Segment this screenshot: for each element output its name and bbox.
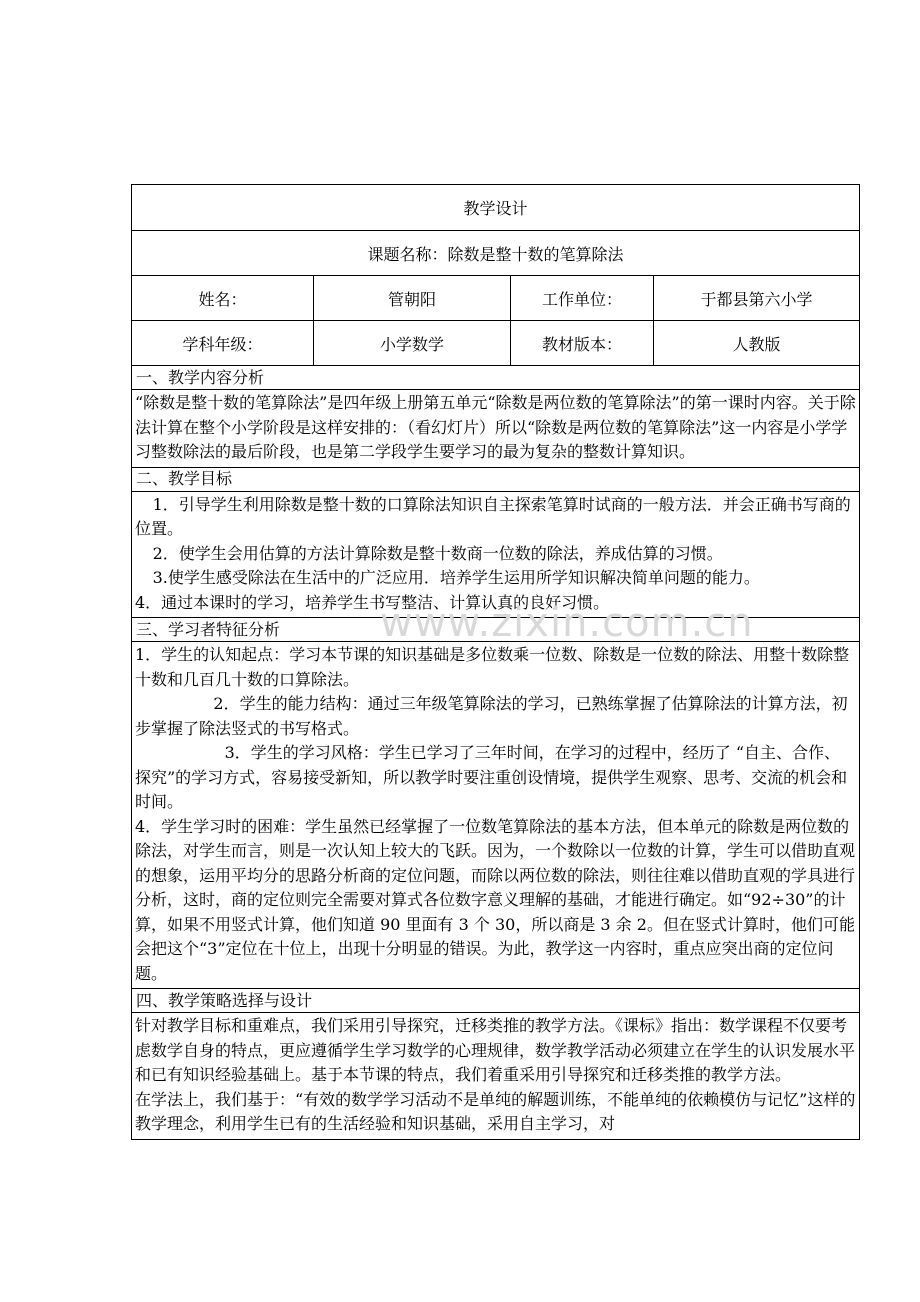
learner-item-1: 1．学生的认知起点：学习本节课的知识基础是多位数乘一位数、除数是一位数的除法、用整十数除整十数和几百几十数的口算除法。 xyxy=(135,645,850,689)
paragraph: “除数是整十数的笔算除法”是四年级上册第五单元“除数是两位数的笔算除法”的第一课时内容。关于除法计算在整个小学阶段是这样安排的：（看幻灯片）所以“除数是两位数的笔算除法”这一内容是小学学习整数除法的最后阶段，也是第二学段学生要学习的最为复杂的整数计算知识。 xyxy=(135,393,856,461)
lesson-plan-document xyxy=(131,184,859,1140)
section-body-content-analysis xyxy=(132,390,860,468)
watermark: www.zixin.com.cn xyxy=(380,600,754,646)
grade-label: 学科年级： xyxy=(132,321,314,366)
topic-title: 课题名称：除数是整十数的笔算除法 xyxy=(132,231,860,276)
grade-value: 小学数学 xyxy=(314,321,511,366)
learner-item-4: 4．学生学习时的困难：学生虽然已经掌握了一位数笔算除法的基本方法，但本单元的除数是两位数的除法，对学生而言，则是一次认知上较大的飞跃。因为，一个数除以一位数的计算，学生可以借助直观的想象，运用平均分的思路分析商的定位问题，而除以两位数的除法，则往往难以借助直观的学具进行分析，这时，商的定位则完全需要对算式各位数字意义理解的基础，才能进行确定。如“92÷30”的计算，如果不用竖式计算，他们知道 90 里面有 3 个 30，所以商是 3 余 2。但在竖式计算时，他们可能会把这个“3”定位在十位上，出现十分明显的错误。为此，教学这一内容时，重点应突出商的定位问题。 xyxy=(135,816,856,983)
section-heading-teaching-goals: 二、教学目标 xyxy=(132,467,860,491)
goal-item-3: 3.使学生感受除法在生活中的广泛应用．培养学生运用所学知识解决简单问题的能力。 xyxy=(152,568,760,587)
strategy-paragraph-1: 针对教学目标和重难点，我们采用引导探究，迁移类推的教学方法。《课标》指出：数学课程不仅要考虑数学自身的特点，更应遵循学生学习数学的心理规律，数学教学活动必须建立在学生的认识发展水平和已有知识经验基础上。基于本节课的特点，我们着重采用引导探究和迁移类推的教学方法。 xyxy=(135,1016,856,1084)
document-title: 教学设计 xyxy=(132,185,860,231)
section-heading-learner-analysis: 三、学习者特征分析 xyxy=(132,618,860,642)
name-label: 姓名： xyxy=(132,276,314,321)
learner-item-3: 3．学生的学习风格：学生已学习了三年时间，在学习的过程中，经历了 “自主、合作、探究”的学习方式，容易接受新知，所以教学时要注重创设情境，提供学生观察、思考、交流的机会和时间。 xyxy=(135,743,848,811)
unit-label: 工作单位： xyxy=(511,276,654,321)
edition-label: 教材版本： xyxy=(511,321,654,366)
learner-item-2: 2．学生的能力结构：通过三年级笔算除法的学习，已熟练掌握了估算除法的计算方法，初步掌握了除法竖式的书写格式。 xyxy=(135,694,848,738)
section-heading-strategy: 四、教学策略选择与设计 xyxy=(132,989,860,1013)
section-body-teaching-goals xyxy=(132,491,860,618)
unit-value: 于都县第六小学 xyxy=(654,276,860,321)
section-body-learner-analysis xyxy=(132,642,860,989)
strategy-paragraph-2: 在学法上，我们基于：“有效的数学学习活动不是单纯的解题训练，不能单纯的依赖模仿与记忆”这样的教学理念，利用学生已有的生活经验和知识基础，采用自主学习，对 xyxy=(135,1089,856,1133)
section-heading-content-analysis: 一、教学内容分析 xyxy=(132,366,860,390)
goal-item-4: 4．通过本课时的学习，培养学生书写整洁、计算认真的良好习惯。 xyxy=(135,592,610,612)
name-value: 管朝阳 xyxy=(314,276,511,321)
lesson-plan-table xyxy=(131,184,860,1140)
goal-item-2: 2．使学生会用估算的方法计算除数是整十数商一位数的除法，养成估算的习惯。 xyxy=(152,543,723,563)
section-body-strategy xyxy=(132,1013,860,1140)
edition-value: 人教版 xyxy=(654,321,860,366)
goal-item-1: 1．引导学生利用除数是整十数的口算除法知识自主探索笔算时试商的一般方法．并会正确书写商的位置。 xyxy=(135,494,851,538)
